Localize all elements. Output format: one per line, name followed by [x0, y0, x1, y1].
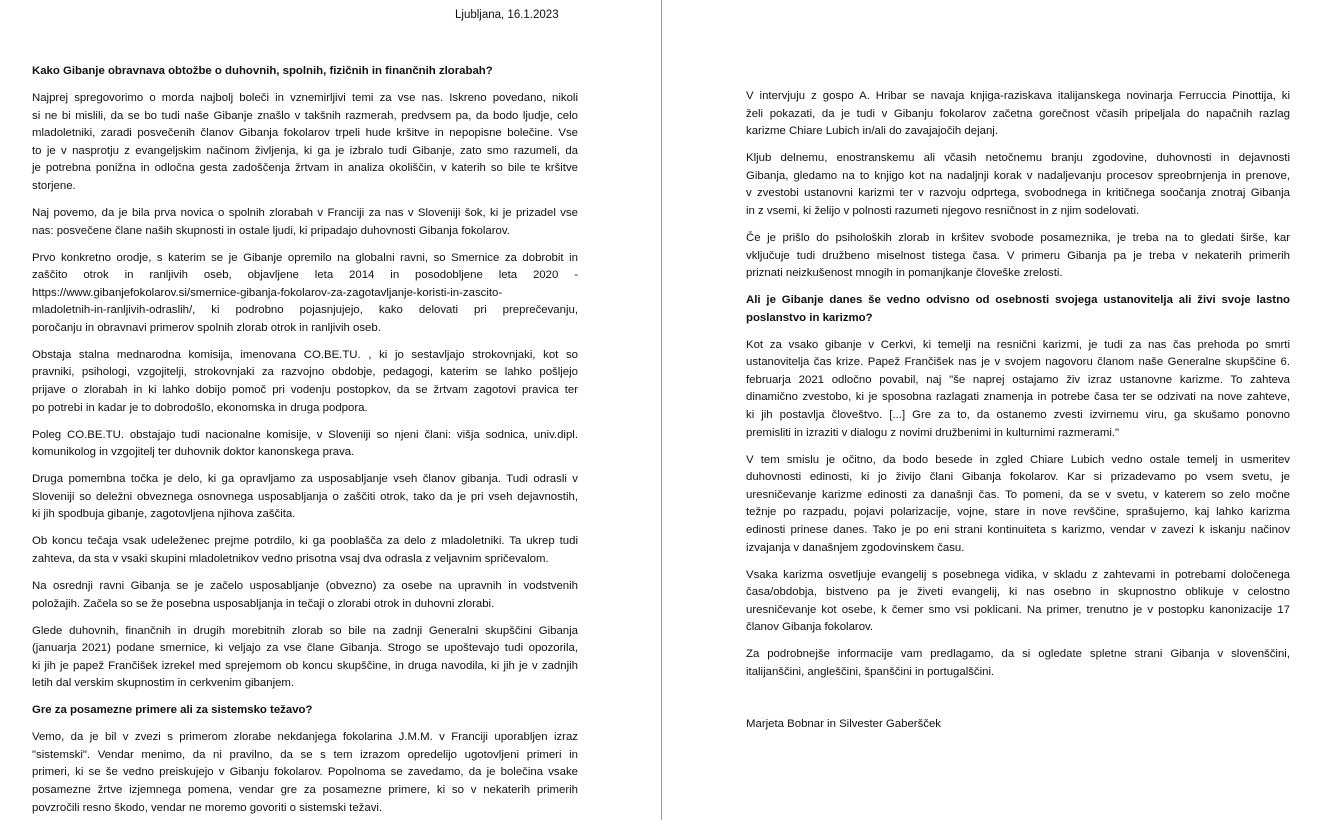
- text-line: "sistemski". Vendar menimo, da ni pravilno, da se s tem izrazom opredelijo ugotovljeni primeri in: [32, 748, 578, 761]
- text-line: premisliti in izraziti v dialogu z novimi družbenimi in kulturnimi razmerami.": [746, 426, 1120, 439]
- paragraph: [32, 729, 578, 817]
- text-line: želi pokazati, da je tudi v Gibanju fokolarov začetna gorečnost včasih pripeljala do napačnih razlag: [746, 107, 1290, 120]
- paragraph: [32, 90, 578, 196]
- text-line: izvajanja v današnjem zgodovinskem času.: [746, 541, 965, 554]
- text-line: primeri, ki se še vedno preiskujejo v Gibanju fokolarov. Popolnoma se zavedamo, da je bolečina vsake: [32, 766, 578, 779]
- text-line: Če je prišlo do psiholoških zlorab in kršitev svobode posameznika, je treba na to gledati širše, kar: [746, 231, 1290, 244]
- text-line: Vemo, da je bil v zvezi s primerom zlorabe nekdanjega fokolarina J.M.M. v Franciji uporabljen izraz: [32, 731, 578, 744]
- text-line: italijanščini, angleščini, španščini in portugalščini.: [746, 665, 995, 678]
- paragraph: [32, 623, 578, 693]
- text-line: Vsaka karizma osvetljuje evangelij s posebnega vidika, v skladu z zahtevami in potrebami določenega: [746, 568, 1290, 581]
- paragraph: [32, 347, 578, 417]
- paragraph: [746, 452, 1290, 558]
- text-line: v zvestobi ustanovni karizmi ter v razvoju odprtega, svobodnega in kritičnega soočanja znotraj Gibanja: [746, 187, 1290, 200]
- text-line: karizme Chiare Lubich in/ali do zavajajočih dejanj.: [746, 125, 998, 138]
- text-line: priznati neizkušenost mnogih in pomanjkanje človeške zrelosti.: [746, 267, 1063, 280]
- text-line: Ob koncu tečaja vsak udeleženec prejme potrdilo, ki ga pooblašča za delo z mladoletniki. Ta ukrep tudi: [32, 535, 578, 548]
- text-line: poslanstvo in karizmo?: [746, 311, 873, 324]
- text-line: duhovnosti edinosti, ki jo živijo člani Gibanja fokolarov. Kar si prizadevamo po vsem svetu, je: [746, 471, 1290, 484]
- text-line: Najprej spregovorimo o morda najbolj boleči in vznemirljivi temi za vse nas. Iskreno povedano, nikoli: [32, 91, 578, 104]
- paragraph: [32, 250, 578, 338]
- left-text-column: [32, 63, 578, 827]
- paragraph: [746, 230, 1290, 283]
- text-line: Ali je Gibanje danes še vedno odvisno od osebnosti svojega ustanovitelja ali živi svoje lastno: [746, 294, 1290, 307]
- document-page-right: [662, 0, 1322, 820]
- text-line: pravniki, psihologi, vzgojitelji, strokovnjaki za razvojno obdobje, pedagogi, katerim se lahko pošljejo: [32, 366, 578, 379]
- text-line: Prvo konkretno orodje, s katerim se je Gibanje opremilo na globalni ravni, so Smernice za dobrobit in: [32, 251, 578, 264]
- text-line: Poleg CO.BE.TU. obstajajo tudi nacionalne komisije, v Sloveniji so njeni člani: višja sodnica, univ.dipl.: [32, 428, 578, 441]
- text-line: povzročili resno škodo, vendar ne moremo govoriti o sistemski težavi.: [32, 801, 383, 814]
- document-page-left: [0, 0, 661, 820]
- text-line: poročanju in obravnavi primerov spolnih zlorab otrok in ranljivih oseb.: [32, 321, 381, 334]
- text-line: Gre za posamezne primere ali za sistemsko težavo?: [32, 704, 313, 717]
- text-line: in z vsemi, ki želijo v polnosti razumeti njegovo resničnost in z njim sodelovati.: [746, 204, 1140, 217]
- text-line: storjene.: [32, 179, 76, 192]
- text-line: komunikolog in vzgojitelj ter duhovnik doktor kanonskega prava.: [32, 446, 355, 459]
- text-line: Naj povemo, da je bila prva novica o spolnih zlorabah v Franciji za nas v Sloveniji šok, ki je prizadel vse: [32, 206, 578, 219]
- section-heading: [32, 702, 578, 720]
- text-line: Glede duhovnih, finančnih in drugih morebitnih zlorab so bile na zadnji Generalni skupščini Gibanja: [32, 624, 578, 637]
- text-line: ki jih postavlja človeštvo. [...] Gre za to, da ostanemo zvesti izvirnemu viru, ga skušamo ponovno: [746, 409, 1290, 422]
- text-line: je potrebna ponižna in odločna gesta zadoščenja žrtvam in analiza okoliščin, v katerih so bile te kršitve: [32, 162, 578, 175]
- paragraph: [746, 646, 1290, 681]
- text-line: Druga pomembna točka je delo, ki ga opravljamo za usposabljanje vseh članov gibanja. Tudi odrasli v: [32, 473, 578, 486]
- text-line: si ne bi mislili, da se bo tudi naše Gibanje znašlo v takšnih razmerah, predvsem pa, da bodo ljudje, celo: [32, 109, 578, 122]
- text-line: ki jih spodbuja gibanje, zagotovljena njihova zaščita.: [32, 508, 296, 521]
- paragraph: [746, 567, 1290, 637]
- text-line: Za podrobnejše informacije vam predlagamo, da si ogledate spletne strani Gibanja v slovenščini,: [746, 648, 1290, 661]
- text-line: https://www.gibanjefokolarov.si/smernice-gibanja-fokolarov-za-zagotavljanje-koristi-in-zascito-: [32, 286, 503, 299]
- text-line: Marjeta Bobnar in Silvester Gaberšček: [746, 717, 941, 730]
- text-line: februarja 2021 odločno povabil, naj "še naprej ostajamo živ izraz ustanovne karizme. To zahteva: [746, 373, 1290, 386]
- paragraph: [32, 578, 578, 613]
- text-line: (januarja 2021) podane smernice, ki veljajo za vse člane Gibanja. Strogo se upoštevajo tudi opozorila,: [32, 642, 578, 655]
- text-line: ustanovitelja čas krize. Papež Frančišek nas je v svojem nagovoru članom naše Generalne skupščine 6.: [746, 356, 1290, 369]
- document-date: Ljubljana, 16.1.2023: [455, 9, 559, 21]
- text-line: dinamično zvestobo, ki je sposobna razlagati znamenja in potrebe časa ter se odzivati na nove zahteve,: [746, 391, 1290, 404]
- text-line: nas: posvečene člane naših skupnosti in ostale ljudi, ki pripadajo duhovnosti Gibanja fokolarov.: [32, 224, 510, 237]
- text-line: položajih. Začela so se že posebna usposabljanja in tečaji o zlorabi otrok in duhovni zlorabi.: [32, 597, 495, 610]
- text-line: zahteva, da sta v vsaki skupini mladoletnikov vedno prisotna vsaj dva odrasla z veljavnim spričevalom.: [32, 552, 549, 565]
- text-line: uresničevanje karizme edinosti za današnji čas. To pomeni, da se v svetu, v katerem so zelo močne: [746, 488, 1290, 501]
- text-line: Kako Gibanje obravnava obtožbe o duhovnih, spolnih, fizičnih in finančnih zlorabah?: [32, 65, 493, 77]
- paragraph: [746, 88, 1290, 141]
- paragraph: [746, 337, 1290, 443]
- text-line: V tem smislu je očitno, da bodo besede in zgled Chiare Lubich vedno ostale temelj in usmeritev: [746, 453, 1290, 466]
- text-line: članov Gibanja fokolarov.: [746, 621, 874, 634]
- text-line: Sloveniji so deležni obveznega osnovnega usposabljanja o zaščiti otrok, tako da je pri vseh dejavnostih,: [32, 490, 578, 503]
- signature: [746, 716, 1290, 734]
- text-line: mladoletniki, zaradi posvečenih članov Gibanja fokolarov trpeli hude kršitve in nepopisne bolečine. Vse: [32, 127, 578, 140]
- text-line: V intervjuju z gospo A. Hribar se navaja knjiga-raziskava italijanskega novinarja Ferruccia Pinottija, ki: [746, 90, 1290, 102]
- text-line: časa/obdobja, bistveno pa je živeti evangelij, ki nas osebno in skupnostno oblikuje v celostno: [746, 586, 1290, 599]
- text-line: uresničevanje kot osebe, k čemer smo vsi poklicani. Na primer, trenutno je v postopku kanonizacije 17: [746, 603, 1290, 616]
- text-line: Kot za vsako gibanje v Cerkvi, ki temelji na resnični karizmi, je tudi za nas čas prehoda po smrti: [746, 338, 1290, 351]
- text-line: letih dal verskim skupnostim in cerkvenim gibanjem.: [32, 677, 295, 690]
- text-line: mladoletnih-in-ranljivih-odraslih/, ki podrobno pojasnjujejo, kako delovati pri preprečevanju,: [32, 304, 578, 317]
- text-line: Gibanja, gledamo na to knjigo kot na nadaljnji korak v nadaljevanju procesov spreobrnjenja in prenove,: [746, 169, 1290, 182]
- text-line: ki jih je papež Frančišek izrekel med sprejemom ob koncu skupščine, in druga navodila, ki jih je v zadnjih: [32, 659, 578, 672]
- paragraph: [32, 471, 578, 524]
- paragraph: [32, 533, 578, 568]
- text-line: Na osrednji ravni Gibanja se je začelo usposabljanje (obvezno) za osebe na upravnih in vodstvenih: [32, 579, 578, 592]
- text-line: vključuje tudi družbeno miselnost tistega časa. V primeru Gibanja pa je treba v nekaterih primerih: [746, 249, 1290, 262]
- text-line: Kljub delnemu, enostranskemu ali včasih netočnemu branju zgodovine, duhovnosti in dejavnosti: [746, 152, 1290, 165]
- text-line: po potrebi in kadar je to dobrodošlo, ekonomska in druga podpora.: [32, 401, 368, 414]
- text-line: posamezne žrtve izjemnega pomena, vendar gre za posamezne primere, ki so v nekaterih primerih: [32, 784, 578, 797]
- text-line: zaščito otrok in ranljivih oseb, objavljene leta 2014 in posodobljene leta 2020 -: [32, 269, 578, 282]
- text-line: prijave o zlorabah in ki lahko dobijo pomoč pri vodenju postopkov, da se žrtvam zagotovi pravica ter: [32, 384, 578, 397]
- paragraph: [746, 150, 1290, 220]
- paragraph: [32, 427, 578, 462]
- text-line: edinosti prinese danes. Tako je po eni strani kontinuiteta s karizmo, vendar v zavezi k iskanju načinov: [746, 524, 1290, 537]
- section-heading: [746, 292, 1290, 327]
- paragraph: [32, 205, 578, 240]
- text-line: Obstaja stalna mednarodna komisija, imenovana CO.BE.TU. , ki jo sestavljajo strokovnjaki, kot so: [32, 348, 578, 361]
- text-line: težnje po razpadu, pojavi polarizacije, vojne, stare in nove revščine, sprašujemo, kaj lahko karizma: [746, 506, 1290, 519]
- right-text-column: [746, 88, 1290, 743]
- section-heading: [32, 63, 578, 81]
- text-line: to je v nasprotju z evangeljskim načinom življenja, ki ga je izbralo tudi Gibanje, zato smo razumeli, da: [32, 144, 578, 157]
